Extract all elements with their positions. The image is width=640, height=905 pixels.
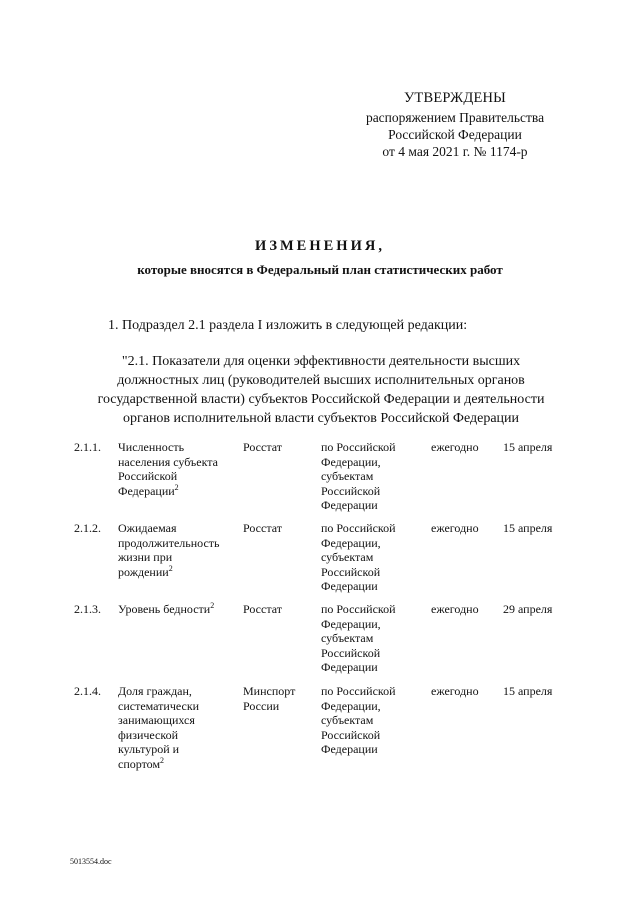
cell-line [118,550,236,565]
cell-line [118,469,236,484]
cell-text: культурой и [118,742,180,756]
cell-text: субъектам [321,469,374,483]
cell-text: рождении [118,564,169,579]
cell-text: Росстат [243,440,282,454]
indicator-name [118,440,236,498]
cell-text: субъектам [321,713,374,727]
footnote-marker: 2 [210,601,215,610]
cell-line [321,602,421,617]
cell-line [321,455,421,470]
cell-line [118,565,236,580]
submission-date: 15 апреля [503,440,553,454]
cell-line [321,579,421,594]
periodicity: ежегодно [431,684,479,698]
row-number: 2.1.2. [74,521,101,535]
cell-text: Численность [118,440,185,454]
periodicity: ежегодно [431,440,479,454]
section-title-line-1: "2.1. Показатели для оценки эффективности деятельности высших [121,354,521,369]
cell-line [321,699,421,714]
approval-line-3: от 4 мая 2021 г. № 1174-р [382,144,528,159]
section-title-line-3: государственной власти) субъектов Российской Федерации и деятельности [97,392,545,407]
cell-line [321,713,421,728]
cell-line [118,728,236,743]
aggregation-level [321,440,421,513]
cell-line [243,684,315,699]
cell-text: Федерации, [321,454,381,469]
cell-line [118,521,236,536]
responsible-agency [243,602,315,617]
cell-text: по Российской [321,684,396,698]
cell-text: Федерации [118,483,175,498]
cell-line [321,728,421,743]
indicator-name [118,684,236,771]
file-reference: 5013554.doc [70,857,112,866]
cell-line [321,565,421,580]
cell-line [118,602,236,617]
cell-line [118,713,236,728]
cell-line [321,484,421,499]
cell-text: Российской [321,564,381,579]
cell-line [321,469,421,484]
submission-date: 15 апреля [503,521,553,535]
document-subheading: которые вносятся в Федеральный план статистических работ [137,262,503,277]
document-heading: ИЗМЕНЕНИЯ, [255,238,385,254]
cell-text: по Российской [321,602,396,616]
cell-line [321,440,421,455]
cell-text: продолжительность [118,535,220,550]
responsible-agency [243,440,315,455]
aggregation-level [321,684,421,757]
responsible-agency [243,521,315,536]
cell-text: по Российской [321,521,396,535]
responsible-agency [243,684,315,713]
cell-text: занимающихся [118,713,195,727]
row-number: 2.1.4. [74,684,101,698]
aggregation-level [321,602,421,675]
cell-text: Российской [321,483,381,498]
cell-line [118,484,236,499]
cell-text: Российской [118,469,178,483]
indicator-name [118,602,236,617]
cell-line [321,617,421,632]
indicator-name [118,521,236,579]
cell-text: Федерации, [321,535,381,550]
cell-line [321,536,421,551]
cell-text: России [243,698,280,713]
footnote-marker: 2 [174,482,179,492]
approval-title: УТВЕРЖДЕНЫ [403,90,507,106]
cell-line [243,440,315,455]
item-one-paragraph: 1. Подраздел 2.1 раздела I изложить в следующей редакции: [108,318,468,333]
approval-line-2: Российской Федерации [388,127,522,142]
cell-text: населения субъекта [118,454,218,469]
cell-line [118,684,236,699]
cell-text: Ожидаемая [118,521,177,535]
periodicity: ежегодно [431,602,479,616]
cell-line [118,536,236,551]
section-title-line-4: органов исполнительной власти субъектов Российской Федерации [122,411,520,426]
cell-text: субъектам [321,631,374,645]
cell-text: Росстат [243,602,282,616]
cell-text: Уровень бедности [118,602,211,616]
cell-text: по Российской [321,440,396,454]
section-title [60,352,582,428]
cell-line [321,684,421,699]
cell-text: Федерации [321,498,378,512]
cell-text: Росстат [243,521,282,535]
cell-line [118,455,236,470]
cell-line [321,631,421,646]
cell-text: Федерации [321,579,378,593]
cell-line [243,699,315,714]
section-title-line-2: должностных лиц (руководителей высших исполнительных органов [117,373,525,388]
cell-text: Минспорт [243,684,296,698]
cell-line [118,742,236,757]
cell-text: Доля граждан, [118,684,192,698]
cell-text: Федерации [321,660,378,674]
cell-line [118,440,236,455]
submission-date: 29 апреля [503,602,553,616]
cell-line [321,660,421,675]
cell-line [118,699,236,714]
footnote-marker: 2 [160,755,165,765]
cell-text: Российской [321,645,381,660]
cell-text: спортом [118,756,161,771]
cell-text: Федерации [321,742,378,756]
periodicity: ежегодно [431,521,479,535]
cell-text: Российской [321,727,381,742]
cell-line [243,602,315,617]
cell-line [321,646,421,661]
footnote-marker: 2 [168,563,173,573]
cell-line [243,521,315,536]
cell-line [321,498,421,513]
cell-line [321,521,421,536]
cell-text: Федерации, [321,616,381,631]
cell-text: физической [118,727,178,742]
cell-text: систематически [118,698,200,713]
submission-date: 15 апреля [503,684,553,698]
cell-line [321,550,421,565]
approval-block [340,90,570,160]
aggregation-level [321,521,421,594]
row-number: 2.1.1. [74,440,101,454]
approval-line-1: распоряжением Правительства [365,110,545,125]
cell-text: жизни при [118,550,173,564]
cell-line [118,757,236,772]
row-number: 2.1.3. [74,602,101,616]
cell-text: субъектам [321,550,374,564]
cell-text: Федерации, [321,698,381,713]
cell-line [321,742,421,757]
